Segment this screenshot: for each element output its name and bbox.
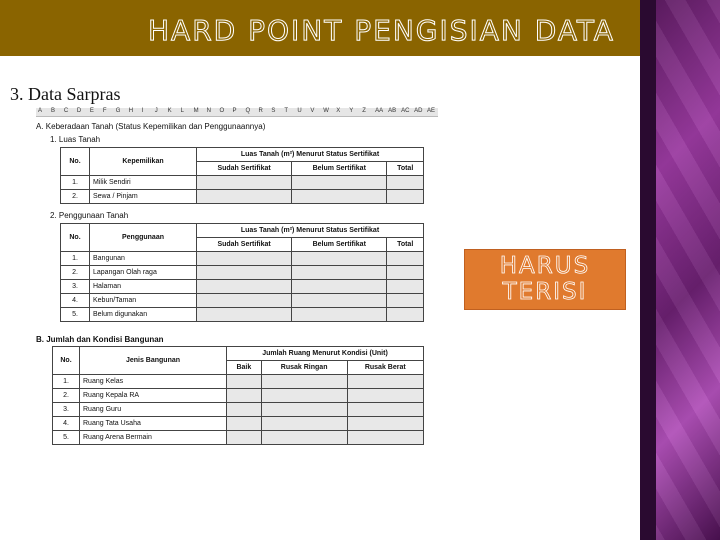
- row-label: Ruang Kepala RA: [80, 389, 227, 403]
- input-cell[interactable]: [261, 389, 347, 403]
- row-no: 4.: [53, 417, 80, 431]
- input-cell[interactable]: [387, 266, 424, 280]
- col-total: Total: [387, 238, 424, 252]
- row-label: Ruang Arena Bermain: [80, 431, 227, 445]
- row-no: 4.: [61, 294, 90, 308]
- column-letter: S: [271, 108, 276, 114]
- col-belum: Belum Sertifikat: [292, 162, 387, 176]
- row-label: Halaman: [90, 280, 197, 294]
- col-sudah: Sudah Sertifikat: [197, 238, 292, 252]
- input-cell[interactable]: [227, 375, 262, 389]
- input-cell[interactable]: [292, 294, 387, 308]
- col-baik: Baik: [227, 361, 262, 375]
- col-no: No.: [53, 347, 80, 375]
- row-label: Bangunan: [90, 252, 197, 266]
- section-b-title: B. Jumlah dan Kondisi Bangunan: [36, 335, 164, 344]
- column-letter: Y: [349, 108, 354, 114]
- row-no: 1.: [53, 375, 80, 389]
- column-letter: A: [38, 108, 43, 114]
- input-cell[interactable]: [347, 431, 423, 445]
- column-letter: W: [323, 108, 329, 114]
- input-cell[interactable]: [292, 266, 387, 280]
- col-group: Luas Tanah (m²) Menurut Status Sertifikat: [197, 148, 424, 162]
- input-cell[interactable]: [197, 176, 292, 190]
- input-cell[interactable]: [292, 190, 387, 204]
- row-no: 5.: [53, 431, 80, 445]
- column-letter: V: [310, 108, 315, 114]
- column-letter: N: [206, 108, 211, 114]
- table-row: [53, 417, 424, 431]
- input-cell[interactable]: [347, 417, 423, 431]
- column-letter: Z: [362, 108, 366, 114]
- column-letter: AC: [401, 108, 410, 114]
- column-letter: K: [167, 108, 172, 114]
- table-row: [53, 375, 424, 389]
- row-label: Milik Sendiri: [90, 176, 197, 190]
- col-kepemilikan: Kepemilikan: [90, 148, 197, 176]
- input-cell[interactable]: [227, 431, 262, 445]
- slide-title: HARD POINT PENGISIAN DATA: [148, 14, 615, 47]
- column-header-row: [36, 108, 438, 117]
- table-row: [61, 280, 424, 294]
- input-cell[interactable]: [197, 308, 292, 322]
- input-cell[interactable]: [387, 190, 424, 204]
- input-cell[interactable]: [261, 375, 347, 389]
- column-letter: AD: [414, 108, 423, 114]
- input-cell[interactable]: [387, 280, 424, 294]
- column-letter: X: [336, 108, 341, 114]
- col-total: Total: [387, 162, 424, 176]
- column-letter: AA: [375, 108, 384, 114]
- column-letter: C: [63, 108, 69, 114]
- col-belum: Belum Sertifikat: [292, 238, 387, 252]
- col-penggunaan: Penggunaan: [90, 224, 197, 252]
- column-letter: L: [180, 108, 184, 114]
- input-cell[interactable]: [292, 280, 387, 294]
- penggunaan-tanah-title: 2. Penggunaan Tanah: [50, 211, 129, 220]
- column-letter: H: [128, 108, 134, 114]
- column-letter: E: [89, 108, 94, 114]
- table-row: [61, 176, 424, 190]
- column-letter: P: [232, 108, 237, 114]
- harus-terisi-callout: [464, 249, 626, 310]
- row-label: Kebun/Taman: [90, 294, 197, 308]
- table-row: [61, 266, 424, 280]
- column-letter: R: [258, 108, 263, 114]
- penggunaan-tanah-table: [60, 223, 424, 322]
- input-cell[interactable]: [227, 417, 262, 431]
- col-rusak-berat: Rusak Berat: [347, 361, 423, 375]
- input-cell[interactable]: [387, 294, 424, 308]
- input-cell[interactable]: [387, 252, 424, 266]
- input-cell[interactable]: [292, 176, 387, 190]
- row-label: Ruang Tata Usaha: [80, 417, 227, 431]
- row-no: 1.: [61, 176, 90, 190]
- luas-tanah-title: 1. Luas Tanah: [50, 135, 101, 144]
- col-group: Jumlah Ruang Menurut Kondisi (Unit): [227, 347, 424, 361]
- input-cell[interactable]: [261, 417, 347, 431]
- decorative-divider: [640, 0, 656, 540]
- input-cell[interactable]: [197, 190, 292, 204]
- column-letter: B: [50, 108, 55, 114]
- table-row: [53, 431, 424, 445]
- row-no: 3.: [53, 403, 80, 417]
- input-cell[interactable]: [197, 252, 292, 266]
- col-no: No.: [61, 224, 90, 252]
- column-letter: D: [76, 108, 82, 114]
- col-no: No.: [61, 148, 90, 176]
- section-heading: 3. Data Sarpras: [10, 84, 121, 104]
- input-cell[interactable]: [292, 252, 387, 266]
- callout-line-2: TERISI: [502, 279, 588, 305]
- col-group: Luas Tanah (m²) Menurut Status Sertifikat: [197, 224, 424, 238]
- row-label: Sewa / Pinjam: [90, 190, 197, 204]
- input-cell[interactable]: [387, 308, 424, 322]
- column-letter: AB: [388, 108, 397, 114]
- input-cell[interactable]: [227, 403, 262, 417]
- input-cell[interactable]: [197, 266, 292, 280]
- column-letter: G: [115, 108, 121, 114]
- row-no: 5.: [61, 308, 90, 322]
- input-cell[interactable]: [387, 176, 424, 190]
- row-label: Ruang Guru: [80, 403, 227, 417]
- col-sudah: Sudah Sertifikat: [197, 162, 292, 176]
- input-cell[interactable]: [347, 375, 423, 389]
- input-cell[interactable]: [261, 403, 347, 417]
- row-no: 1.: [61, 252, 90, 266]
- input-cell[interactable]: [197, 294, 292, 308]
- input-cell[interactable]: [261, 431, 347, 445]
- column-letter: J: [154, 108, 158, 114]
- column-letter: I: [141, 108, 144, 114]
- spreadsheet-screenshot: [36, 108, 438, 448]
- table-row: [61, 190, 424, 204]
- table-row: [61, 308, 424, 322]
- table-row: [53, 403, 424, 417]
- column-letter: Q: [245, 108, 251, 114]
- input-cell[interactable]: [347, 403, 423, 417]
- row-no: 2.: [53, 389, 80, 403]
- row-no: 2.: [61, 266, 90, 280]
- luas-tanah-table: [60, 147, 424, 204]
- column-letter: T: [284, 108, 289, 114]
- input-cell[interactable]: [197, 280, 292, 294]
- column-letter: M: [193, 108, 199, 114]
- callout-line-1: HARUS: [499, 253, 591, 279]
- col-jenis: Jenis Bangunan: [80, 347, 227, 375]
- row-no: 2.: [61, 190, 90, 204]
- table-row: [61, 294, 424, 308]
- row-label: Belum digunakan: [90, 308, 197, 322]
- table-row: [61, 252, 424, 266]
- column-letter: AE: [427, 108, 436, 114]
- column-letter: F: [102, 108, 107, 114]
- row-no: 3.: [61, 280, 90, 294]
- section-a-title: A. Keberadaan Tanah (Status Kepemilikan dan Penggunaannya): [36, 122, 266, 131]
- column-letter: O: [219, 108, 225, 114]
- input-cell[interactable]: [292, 308, 387, 322]
- column-letter: U: [297, 108, 302, 114]
- input-cell[interactable]: [227, 389, 262, 403]
- row-label: Lapangan Olah raga: [90, 266, 197, 280]
- input-cell[interactable]: [347, 389, 423, 403]
- kondisi-bangunan-table: [52, 346, 424, 445]
- table-row: [53, 389, 424, 403]
- row-label: Ruang Kelas: [80, 375, 227, 389]
- col-rusak-ringan: Rusak Ringan: [261, 361, 347, 375]
- title-bar: [0, 0, 644, 56]
